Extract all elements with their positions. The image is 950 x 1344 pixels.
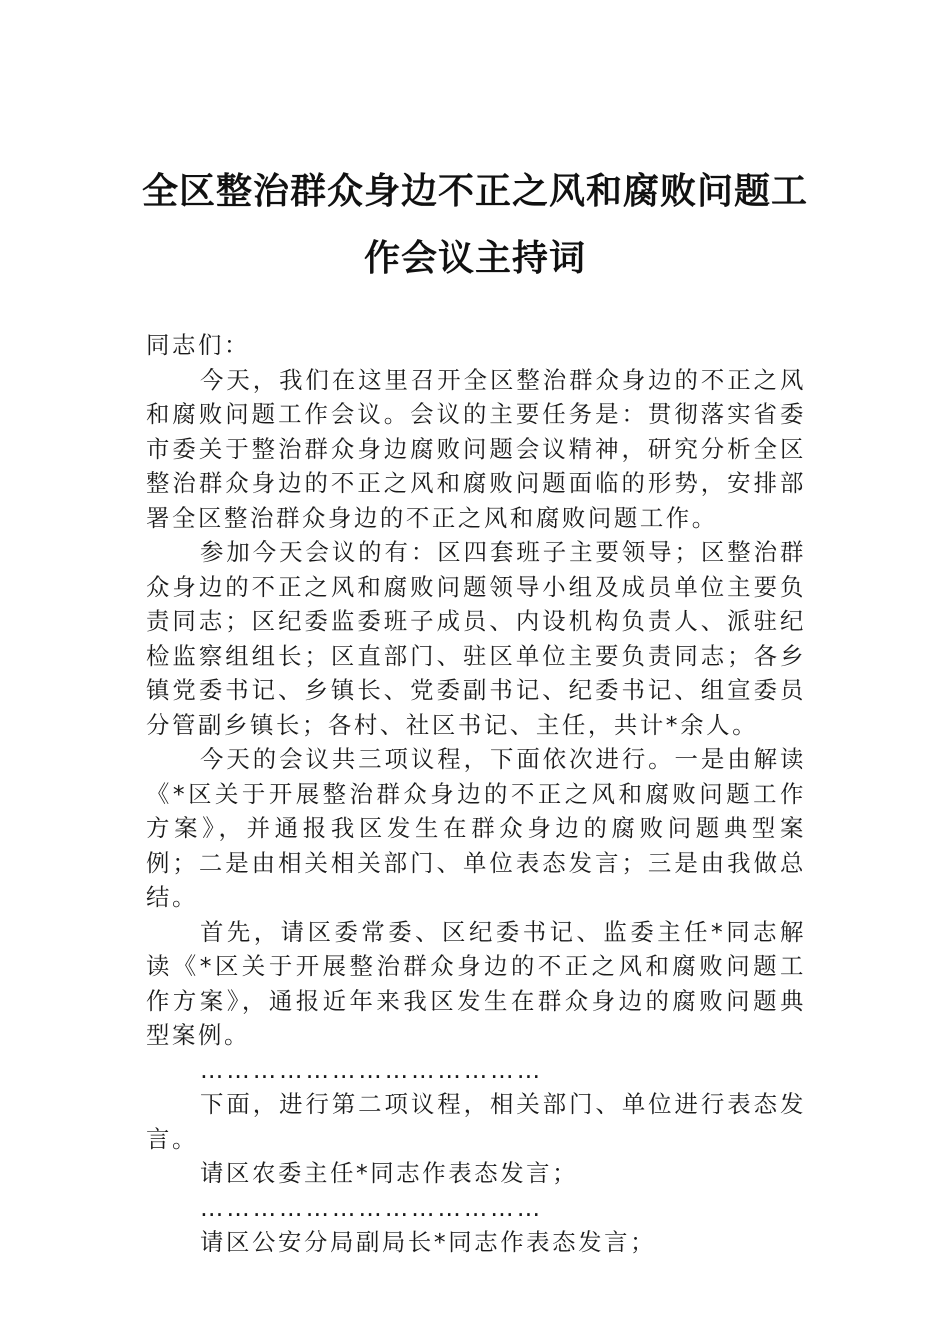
paragraph-speaker-agriculture: 请区农委主任*同志作表态发言； xyxy=(200,1159,579,1187)
ellipsis-separator: ………………………………… xyxy=(200,1055,544,1084)
paragraph-purpose: 今天，我们在这里召开全区整治群众身边的不正之风和腐败问题工作会议。会议的主要任务是：贯彻落实省委市委关于整治群众身边腐败问题会议精神，研究分析全区整治群众身边的不正之风和腐败问题面临的形势，安排部署全区整治群众身边的不正之风和腐败问题工作。 xyxy=(146,365,806,532)
paragraph-agenda: 今天的会议共三项议程，下面依次进行。一是由解读《*区关于开展整治群众身边的不正之风和腐败问题工作方案》，并通报我区发生在群众身边的腐败问题典型案例；二是由相关相关部门、单位表态发言；三是由我做总结。 xyxy=(146,745,806,911)
document-title-line-2: 作会议主持词 xyxy=(363,237,586,279)
ellipsis-separator: ………………………………… xyxy=(200,1193,544,1222)
document-body xyxy=(146,328,806,1260)
document-title-line-1: 全区整治群众身边不正之风和腐败问题工 xyxy=(141,170,808,212)
paragraph-attendees: 参加今天会议的有：区四套班子主要领导；区整治群众身边的不正之风和腐败问题领导小组及成员单位主要负责同志；区纪委监委班子成员、内设机构负责人、派驻纪检监察组组长；区直部门、驻区单位主要负责同志；各乡镇党委书记、乡镇长、党委副书记、纪委书记、组宣委员分管副乡镇长；各村、社区书记、主任，共计*余人。 xyxy=(146,538,806,739)
paragraph-speaker-police: 请区公安分局副局长*同志作表态发言； xyxy=(200,1228,657,1256)
paragraph-first-item: 首先，请区委常委、区纪委书记、监委主任*同志解读《*区关于开展整治群众身边的不正之风和腐败问题工作方案》，通报近年来我区发生在群众身边的腐败问题典型案例。 xyxy=(146,917,806,1049)
paragraph-second-item: 下面，进行第二项议程，相关部门、单位进行表态发言。 xyxy=(146,1090,806,1153)
salutation: 同志们： xyxy=(146,331,250,359)
